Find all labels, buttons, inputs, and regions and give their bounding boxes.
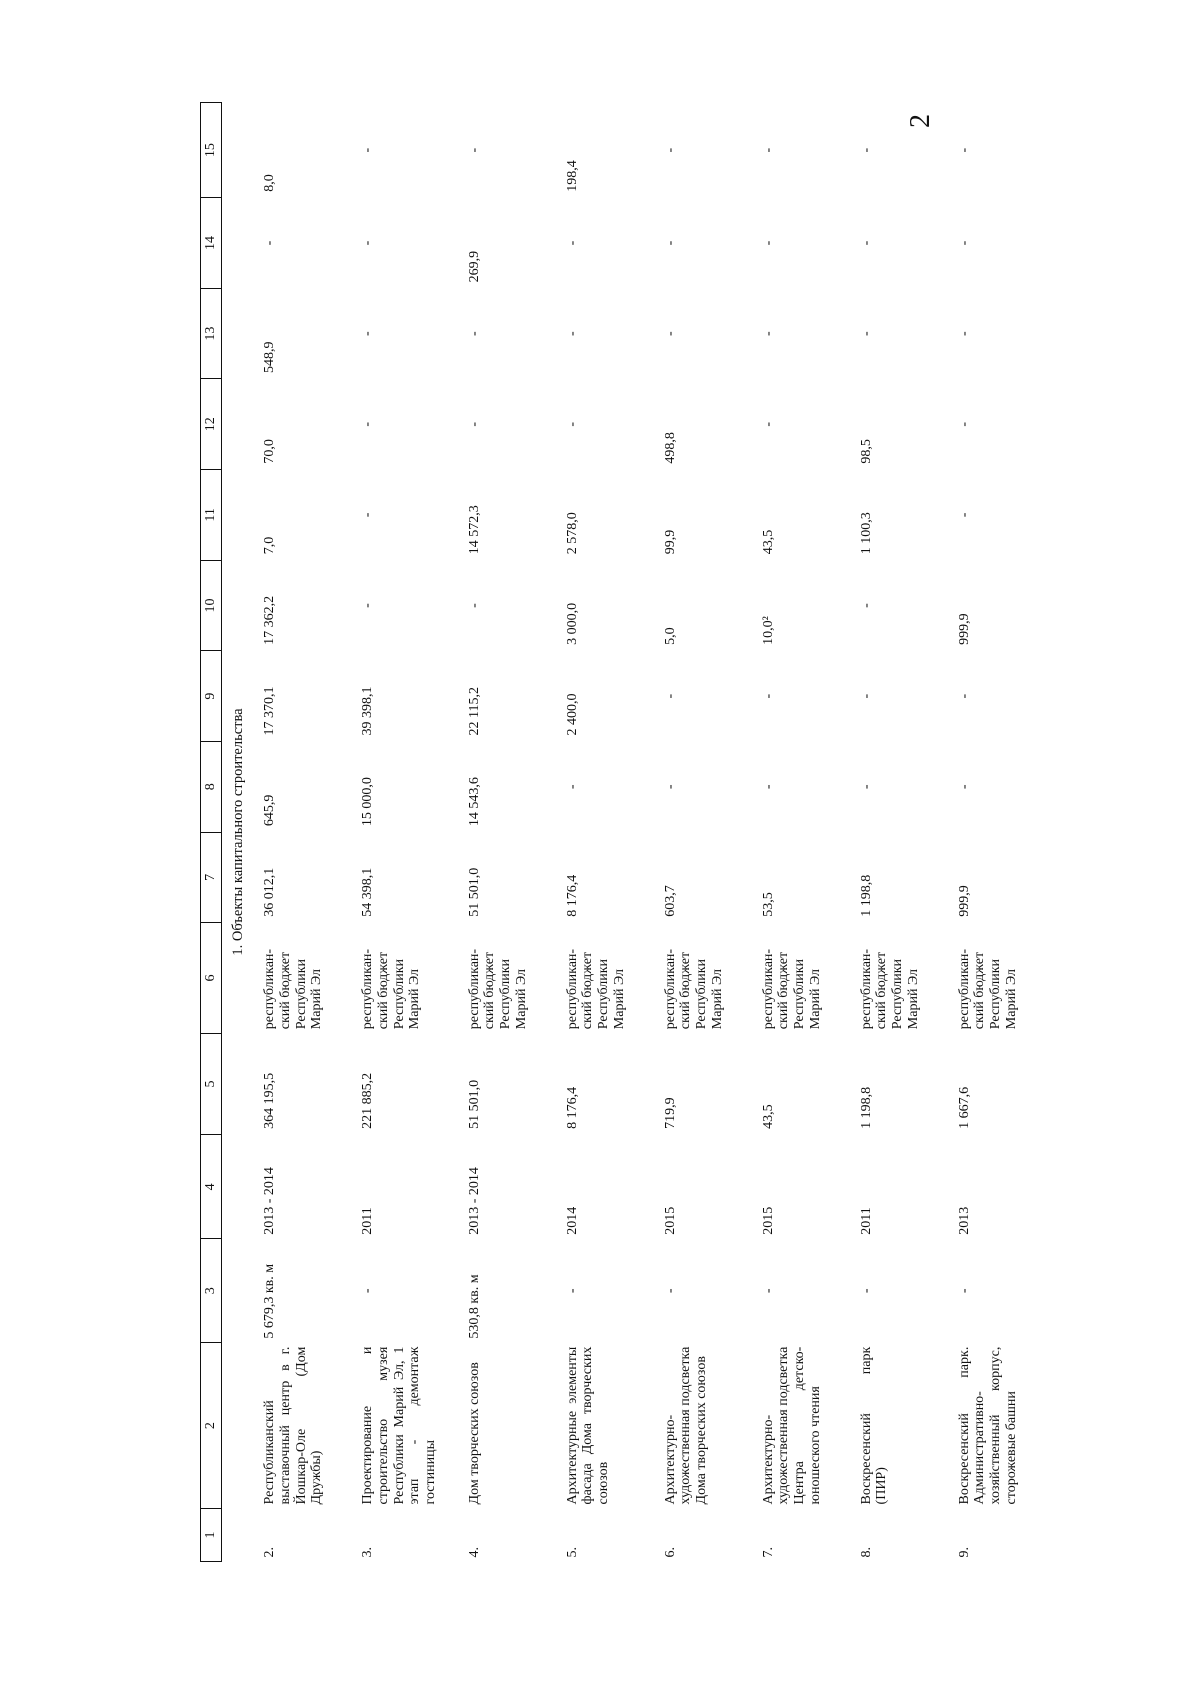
page-number: 2	[905, 114, 936, 128]
value-cell: -	[956, 693, 972, 699]
value-cell: 269,9	[466, 250, 482, 283]
capacity-cell: -	[662, 1288, 678, 1294]
value-cell: -	[858, 784, 874, 790]
source-cell: республикан-ский бюджет Республики Марий Эл	[858, 948, 921, 1030]
value-cell: -	[760, 147, 776, 153]
table-row	[252, 103, 350, 1562]
value-cell: -	[662, 240, 678, 246]
column-header: 8	[201, 741, 222, 832]
table-row	[947, 103, 1045, 1562]
source-cell: республикан-ский бюджет Республики Марий Эл	[262, 948, 325, 1030]
period-cell: 2013 - 2014	[466, 1167, 482, 1235]
capacity-cell: -	[564, 1288, 580, 1294]
value-cell: -	[360, 240, 376, 246]
value-cell: -	[956, 512, 972, 518]
capacity-cell: -	[760, 1288, 776, 1294]
object-name: Республиканский выставочный центр в г. Йошкар-Оле (Дом Дружбы)	[262, 1346, 325, 1505]
table-row	[350, 103, 456, 1562]
capacity-cell: -	[858, 1288, 874, 1294]
row-number: 9.	[956, 1547, 972, 1558]
value-cell: -	[466, 603, 482, 608]
value-cell: 7,0	[262, 536, 278, 555]
value-cell: 17 362,2	[262, 595, 278, 645]
value-cell: 645,9	[262, 794, 278, 827]
capacity-cell: -	[956, 1288, 972, 1294]
column-header: 1	[201, 1508, 222, 1561]
value-cell: -	[564, 331, 580, 336]
value-cell: 39 398,1	[360, 686, 376, 736]
value-cell: -	[858, 240, 874, 246]
value-cell: 2 400,0	[564, 693, 580, 736]
value-cell: 53,5	[760, 892, 776, 917]
cost-cell: 8 176,4	[564, 1086, 580, 1129]
column-header: 6	[201, 923, 222, 1034]
period-cell: 2015	[760, 1206, 776, 1235]
column-header: 4	[201, 1135, 222, 1239]
table-row	[849, 103, 947, 1562]
value-cell: 2 578,0	[564, 512, 580, 555]
value-cell: 498,8	[662, 432, 678, 464]
column-header: 12	[201, 379, 222, 470]
value-cell: 603,7	[662, 885, 678, 917]
column-header: 15	[201, 103, 222, 198]
value-cell: -	[360, 512, 376, 518]
value-cell: -	[360, 331, 376, 336]
value-cell: 14 572,3	[466, 505, 482, 555]
value-cell: -	[956, 421, 972, 427]
source-cell: республикан-ский бюджет Республики Марий Эл	[360, 948, 423, 1030]
value-cell: -	[360, 147, 376, 153]
value-cell: -	[858, 331, 874, 336]
row-number: 4.	[466, 1547, 482, 1558]
row-number: 6.	[662, 1547, 678, 1558]
object-name: Архитектурные элементы фасада Дома творческих союзов	[564, 1346, 611, 1505]
value-cell: -	[956, 240, 972, 246]
row-number: 5.	[564, 1547, 580, 1558]
section-title: 1. Объекты капитального строительства	[230, 708, 246, 956]
cost-cell: 719,9	[662, 1097, 678, 1129]
value-cell: -	[760, 331, 776, 336]
value-cell: 999,9	[956, 613, 972, 645]
value-cell: -	[956, 331, 972, 336]
cost-cell: 43,5	[760, 1104, 776, 1129]
value-cell: 8,0	[262, 174, 278, 192]
value-cell: -	[858, 693, 874, 699]
value-cell: -	[360, 421, 376, 427]
value-cell: -	[760, 421, 776, 427]
column-header: 3	[201, 1239, 222, 1343]
value-cell: -	[760, 693, 776, 699]
objects-table	[200, 102, 1045, 1562]
cost-cell: 51 501,0	[466, 1079, 482, 1129]
value-cell: 98,5	[858, 439, 874, 464]
value-cell: 14 543,6	[466, 777, 482, 827]
value-cell: 1 100,3	[858, 512, 874, 555]
value-cell: 22 115,2	[466, 686, 482, 736]
source-cell: республикан-ский бюджет Республики Марий Эл	[564, 948, 627, 1030]
column-number-header	[201, 103, 222, 1562]
value-cell: 54 398,1	[360, 867, 376, 917]
value-cell: 10,0²	[760, 616, 776, 645]
column-header: 5	[201, 1033, 222, 1135]
period-cell: 2011	[858, 1207, 874, 1235]
period-cell: 2015	[662, 1206, 678, 1235]
capacity-cell: 530,8 кв. м	[466, 1274, 482, 1339]
cost-cell: 1 198,8	[858, 1086, 874, 1129]
source-cell: республикан-ский бюджет Республики Марий Эл	[662, 948, 725, 1030]
value-cell: 51 501,0	[466, 867, 482, 917]
table-row	[751, 103, 849, 1562]
value-cell: 70,0	[262, 439, 278, 464]
value-cell: -	[564, 784, 580, 790]
cost-cell: 1 667,6	[956, 1086, 972, 1129]
value-cell: -	[466, 331, 482, 336]
period-cell: 2011	[360, 1207, 376, 1235]
column-header: 10	[201, 560, 222, 651]
value-cell: 999,9	[956, 885, 972, 917]
value-cell: -	[662, 331, 678, 336]
value-cell: -	[262, 240, 278, 246]
capacity-cell: 5 679,3 кв. м	[262, 1263, 278, 1339]
rotated-sheet	[200, 102, 1019, 1562]
period-cell: 2014	[564, 1206, 580, 1235]
column-header: 7	[201, 832, 222, 923]
table-row	[653, 103, 751, 1562]
column-header: 13	[201, 288, 222, 379]
value-cell: -	[662, 147, 678, 153]
value-cell: 8 176,4	[564, 874, 580, 917]
object-name: Архитектурно-художественная подсветка Центра детско-юношеского чтения	[760, 1346, 823, 1505]
value-cell: -	[466, 147, 482, 153]
section-row	[222, 103, 253, 1562]
object-name: Проектирование и строительство музея Республики Марий Эл, 1 этап - демонтаж гостиницы	[360, 1346, 438, 1505]
column-header: 9	[201, 651, 222, 742]
column-header: 11	[201, 470, 222, 561]
value-cell: 99,9	[662, 529, 678, 555]
value-cell: 15 000,0	[360, 777, 376, 827]
value-cell: -	[956, 147, 972, 153]
value-cell: -	[760, 240, 776, 246]
value-cell: -	[360, 603, 376, 608]
cost-cell: 364 195,5	[262, 1072, 278, 1129]
value-cell: -	[662, 693, 678, 699]
value-cell: 17 370,1	[262, 686, 278, 736]
value-cell: -	[466, 421, 482, 427]
row-number: 2.	[262, 1547, 278, 1558]
value-cell: -	[564, 421, 580, 427]
period-cell: 2013	[956, 1206, 972, 1235]
object-name: Дом творческих союзов	[466, 1362, 482, 1505]
row-number: 7.	[760, 1547, 776, 1558]
value-cell: -	[858, 147, 874, 153]
capacity-cell: -	[360, 1288, 376, 1294]
value-cell: -	[662, 784, 678, 790]
source-cell: республикан-ский бюджет Республики Марий Эл	[466, 948, 529, 1030]
source-cell: республикан-ский бюджет Республики Марий Эл	[760, 948, 823, 1030]
object-name: Архитектурно-художественная подсветка Дома творческих союзов	[662, 1346, 709, 1505]
value-cell: 198,4	[564, 160, 580, 192]
value-cell: 43,5	[760, 529, 776, 555]
table-row	[555, 103, 653, 1562]
value-cell: 3 000,0	[564, 602, 580, 645]
column-header: 2	[201, 1343, 222, 1509]
row-number: 8.	[858, 1547, 874, 1558]
object-name: Воскресенский парк. Административно-хозяйственный корпус, сторожевые башни	[956, 1346, 1019, 1505]
period-cell: 2013 - 2014	[262, 1167, 278, 1235]
value-cell: 548,9	[262, 341, 278, 373]
row-number: 3.	[360, 1547, 376, 1558]
value-cell: -	[564, 240, 580, 246]
cost-cell: 221 885,2	[360, 1072, 376, 1129]
column-header: 14	[201, 198, 222, 289]
table-row	[457, 103, 555, 1562]
value-cell: 5,0	[662, 627, 678, 645]
value-cell: -	[760, 784, 776, 790]
value-cell: -	[956, 784, 972, 790]
value-cell: 36 012,1	[262, 867, 278, 917]
value-cell: -	[858, 603, 874, 608]
source-cell: республикан-ский бюджет Республики Марий Эл	[956, 948, 1019, 1030]
value-cell: 1 198,8	[858, 874, 874, 917]
object-name: Воскресенский парк (ПИР)	[858, 1346, 890, 1505]
